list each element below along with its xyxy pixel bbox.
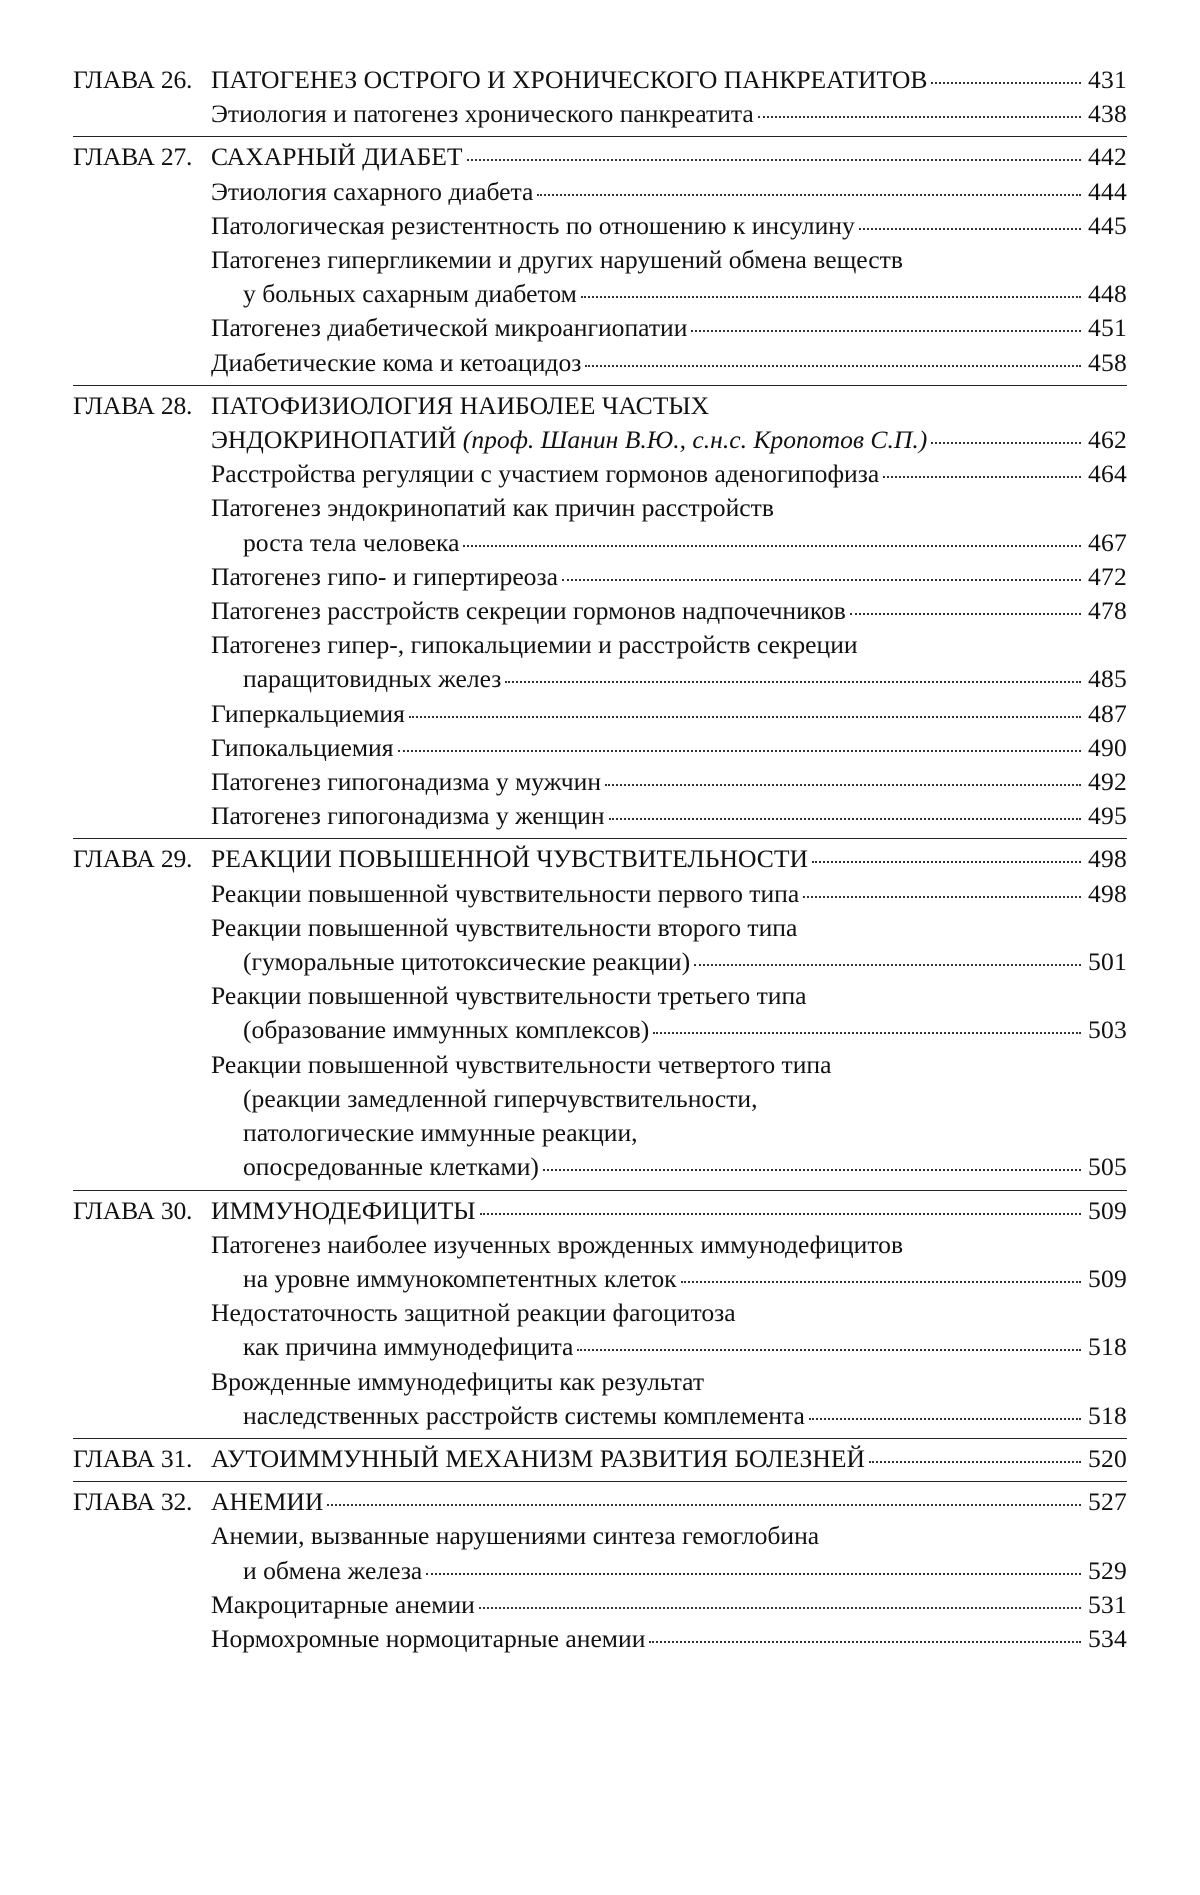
page-number: 458: [1088, 347, 1127, 377]
page-number: 492: [1088, 767, 1127, 797]
entry-title: (образование иммунных комплексов): [243, 1015, 650, 1045]
entry-title: (гуморальные цитотоксические реакции): [243, 947, 691, 977]
toc-entry: [73, 628, 1127, 662]
chapter-number: ГЛАВА 29.: [73, 844, 193, 874]
toc-entry-continuation: [73, 945, 1127, 979]
chapter-number: ГЛАВА 26.: [73, 65, 193, 94]
dot-leader: [409, 715, 1081, 718]
toc-entry: [73, 209, 1127, 243]
dot-leader: [426, 1572, 1081, 1575]
dot-leader: [859, 227, 1081, 230]
page-number: 503: [1088, 1015, 1127, 1045]
toc-entry: [73, 979, 1127, 1013]
chapter-heading: [73, 63, 1127, 97]
entry-title: паращитовидных желез: [243, 664, 502, 694]
entry-title: патологические иммунные реакции,: [243, 1118, 638, 1148]
dot-leader: [398, 749, 1081, 752]
chapter-heading: [73, 389, 1127, 423]
dot-leader: [649, 1640, 1081, 1643]
page-number: 518: [1088, 1400, 1127, 1430]
page-number: 518: [1088, 1332, 1127, 1362]
toc-entry-continuation: [73, 1082, 1127, 1116]
page-number: 442: [1088, 142, 1127, 172]
dot-leader: [883, 475, 1081, 478]
toc-entry: [73, 1519, 1127, 1553]
entry-title: Патогенез гипо- и гипертиреоза: [211, 561, 558, 591]
page-number: 529: [1088, 1555, 1127, 1585]
page-number: 490: [1088, 732, 1127, 762]
chapter-heading: [73, 1485, 1127, 1519]
page-number: 445: [1088, 210, 1127, 240]
page-number: 531: [1088, 1589, 1127, 1619]
chapter-number: ГЛАВА 30.: [73, 1195, 193, 1225]
entry-title: Патогенез наиболее изученных врожденных иммунодефицитов: [211, 1229, 904, 1259]
toc-entry: [73, 1365, 1127, 1399]
dot-leader: [931, 441, 1081, 444]
toc-entry: [73, 877, 1127, 911]
page-number: 467: [1088, 527, 1127, 557]
dot-leader: [543, 1168, 1081, 1171]
page-number: 487: [1088, 698, 1127, 728]
chapter-heading-continuation: [73, 423, 1127, 457]
dot-leader: [537, 193, 1081, 196]
toc-entry-continuation: [73, 1013, 1127, 1047]
entry-title: Недостаточность защитной реакции фагоцитоза: [211, 1298, 736, 1328]
toc-entry: [73, 1228, 1127, 1262]
entry-title: и обмена железа: [243, 1555, 423, 1585]
toc-entry: [73, 491, 1127, 525]
dot-leader: [653, 1031, 1081, 1034]
chapter-title: ПАТОГЕНЕЗ ОСТРОГО И ХРОНИЧЕСКОГО ПАНКРЕАТИТОВ: [211, 65, 928, 94]
entry-title: у больных сахарным диабетом: [243, 279, 577, 309]
toc-entry: [73, 97, 1127, 131]
entry-title: роста тела человека: [243, 527, 460, 557]
toc-entry: [73, 1296, 1127, 1330]
chapter-title: ЭНДОКРИНОПАТИЙ: [211, 425, 457, 455]
dot-leader: [581, 295, 1081, 298]
dot-leader: [694, 963, 1081, 966]
dot-leader: [758, 115, 1081, 118]
chapter-30: [73, 1194, 1127, 1439]
chapter-title: АНЕМИИ: [211, 1487, 324, 1517]
entry-title: Патогенез гипогонадизма у мужчин: [211, 767, 602, 797]
dot-leader: [463, 544, 1081, 547]
entry-title: Макроцитарные анемии: [211, 1589, 475, 1619]
toc-entry: [73, 911, 1127, 945]
chapter-title: ИММУНОДЕФИЦИТЫ: [211, 1195, 476, 1225]
toc-entry: [73, 346, 1127, 380]
dot-leader: [562, 578, 1081, 581]
chapter-title: САХАРНЫЙ ДИАБЕТ: [211, 142, 463, 172]
toc-entry: [73, 799, 1127, 833]
dot-leader: [479, 1606, 1081, 1609]
entry-title: Реакции повышенной чувствительности второго типа: [211, 912, 798, 942]
page-number: 478: [1088, 596, 1127, 626]
page-number: 485: [1088, 664, 1127, 694]
entry-title: Реакции повышенной чувствительности четвертого типа: [211, 1049, 832, 1079]
entry-title: Патогенез гипергликемии и других нарушений обмена веществ: [211, 245, 903, 275]
page-number: 501: [1088, 947, 1127, 977]
toc-entry-continuation: [73, 662, 1127, 696]
entry-title: Диабетические кома и кетоацидоз: [211, 347, 582, 377]
page-number: 431: [1088, 65, 1127, 94]
page-number: 448: [1088, 279, 1127, 309]
page-number: 520: [1088, 1443, 1127, 1473]
chapter-number: ГЛАВА 27.: [73, 142, 193, 172]
entry-title: Этиология сахарного диабета: [211, 176, 534, 206]
page-number: 505: [1088, 1152, 1127, 1182]
dot-leader: [577, 1348, 1081, 1351]
entry-title: Реакции повышенной чувствительности первого типа: [211, 878, 800, 908]
entry-title: как причина иммунодефицита: [243, 1332, 574, 1362]
page-number: 451: [1088, 313, 1127, 343]
page-number: 509: [1088, 1263, 1127, 1293]
toc-entry-continuation: [73, 1150, 1127, 1184]
page-number: 472: [1088, 561, 1127, 591]
page-number: 534: [1088, 1623, 1127, 1653]
entry-title: опосредованные клетками): [243, 1152, 539, 1182]
dot-leader: [812, 860, 1081, 863]
dot-leader: [803, 895, 1081, 898]
dot-leader: [850, 612, 1081, 615]
entry-title: Гиперкальциемия: [211, 698, 405, 728]
toc-entry: [73, 1588, 1127, 1622]
entry-title: Этиология и патогенез хронического панкреатита: [211, 99, 754, 129]
table-of-contents: [73, 63, 1127, 1664]
page-number: 527: [1088, 1487, 1127, 1517]
entry-title: (реакции замедленной гиперчувствительности,: [243, 1083, 758, 1113]
dot-leader: [467, 158, 1081, 161]
chapter-heading: [73, 1194, 1127, 1228]
toc-entry-continuation: [73, 1330, 1127, 1364]
entry-title: Патогенез эндокринопатий как причин расстройств: [211, 493, 774, 523]
page-number: 462: [1088, 425, 1127, 455]
dot-leader: [869, 1460, 1081, 1463]
page-number: 464: [1088, 459, 1127, 489]
chapter-title: РЕАКЦИИ ПОВЫШЕННОЙ ЧУВСТВИТЕЛЬНОСТИ: [211, 844, 808, 874]
entry-title: Патологическая резистентность по отношению к инсулину: [211, 210, 855, 240]
dot-leader: [585, 364, 1081, 367]
page-number: 444: [1088, 176, 1127, 206]
page-number: 498: [1088, 878, 1127, 908]
dot-leader: [609, 817, 1081, 820]
chapter-27: [73, 140, 1127, 385]
toc-entry-continuation: [73, 1262, 1127, 1296]
toc-entry: [73, 560, 1127, 594]
toc-entry: [73, 765, 1127, 799]
chapter-31: [73, 1442, 1127, 1482]
entry-title: Патогенез расстройств секреции гормонов надпочечников: [211, 596, 846, 626]
entry-title: Гипокальциемия: [211, 732, 394, 762]
page-number: 495: [1088, 801, 1127, 831]
page-number: 438: [1088, 99, 1127, 129]
chapter-heading: [73, 1442, 1127, 1476]
toc-entry: [73, 175, 1127, 209]
entry-title: наследственных расстройств системы комплемента: [243, 1400, 805, 1430]
chapter-heading: [73, 140, 1127, 174]
dot-leader: [505, 680, 1081, 683]
chapter-29: [73, 842, 1127, 1190]
chapter-number: ГЛАВА 32.: [73, 1487, 193, 1517]
chapter-26: [73, 63, 1127, 137]
toc-entry-continuation: [73, 1554, 1127, 1588]
entry-title: Реакции повышенной чувствительности третьего типа: [211, 981, 807, 1011]
toc-entry: [73, 697, 1127, 731]
chapter-title: ПАТОФИЗИОЛОГИЯ НАИБОЛЕЕ ЧАСТЫХ: [211, 390, 710, 420]
entry-title: Врожденные иммунодефициты как результат: [211, 1366, 705, 1396]
chapter-title: АУТОИММУННЫЙ МЕХАНИЗМ РАЗВИТИЯ БОЛЕЗНЕЙ: [211, 1443, 865, 1473]
entry-title: Нормохромные нормоцитарные анемии: [211, 1623, 646, 1653]
entry-title: Патогенез гипер-, гипокальциемии и расстройств секреции: [211, 630, 858, 660]
toc-entry: [73, 1048, 1127, 1082]
entry-title: на уровне иммунокомпетентных клеток: [243, 1263, 677, 1293]
chapter-number: ГЛАВА 28.: [73, 390, 193, 420]
toc-entry: [73, 1622, 1127, 1656]
dot-leader: [327, 1503, 1081, 1506]
entry-title: Патогенез гипогонадизма у женщин: [211, 801, 605, 831]
dot-leader: [809, 1417, 1081, 1420]
chapter-32: [73, 1485, 1127, 1661]
page-number: 498: [1088, 844, 1127, 874]
dot-leader: [480, 1212, 1081, 1215]
entry-title: Анемии, вызванные нарушениями синтеза гемоглобина: [211, 1521, 820, 1551]
toc-entry-continuation: [73, 1116, 1127, 1150]
entry-title: Расстройства регуляции с участием гормонов аденогипофиза: [211, 459, 880, 489]
toc-entry: [73, 243, 1127, 277]
page-number: 509: [1088, 1195, 1127, 1225]
toc-entry-continuation: [73, 1399, 1127, 1433]
toc-entry: [73, 731, 1127, 765]
chapter-number: ГЛАВА 31.: [73, 1443, 193, 1473]
toc-entry-continuation: [73, 277, 1127, 311]
dot-leader: [605, 783, 1081, 786]
chapter-28: [73, 389, 1127, 840]
chapter-authors: (проф. Шанин В.Ю., с.н.с. Кропотов С.П.): [462, 425, 928, 455]
toc-entry: [73, 594, 1127, 628]
dot-leader: [931, 81, 1081, 84]
chapter-heading: [73, 842, 1127, 876]
toc-entry-continuation: [73, 526, 1127, 560]
entry-title: Патогенез диабетической микроангиопатии: [211, 313, 688, 343]
toc-entry: [73, 311, 1127, 345]
dot-leader: [681, 1280, 1081, 1283]
dot-leader: [691, 329, 1081, 332]
toc-entry: [73, 457, 1127, 491]
